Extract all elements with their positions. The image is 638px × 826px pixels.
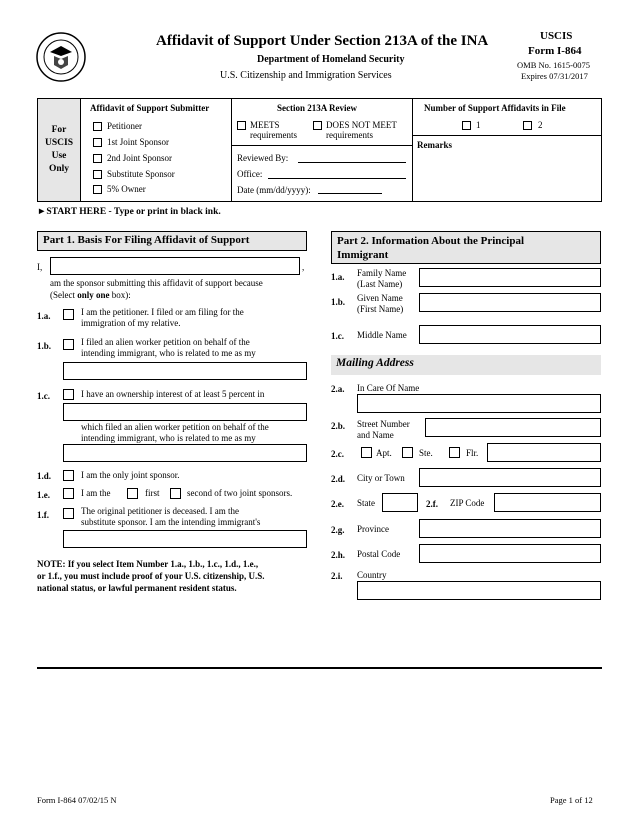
- reviewed-by-label: Reviewed By:: [237, 153, 289, 163]
- five-percent-owner-label: 5% Owner: [107, 184, 146, 194]
- item-1f-relationship-field[interactable]: [63, 530, 307, 548]
- does-not-meet-label: DOES NOT MEET: [326, 120, 397, 130]
- first-joint-label: first: [145, 488, 160, 498]
- family-name-field[interactable]: [419, 268, 601, 287]
- petitioner-label: Petitioner: [107, 121, 142, 131]
- apt-label: Apt.: [376, 448, 392, 458]
- state-label: State: [357, 498, 375, 508]
- apt-number-field[interactable]: [487, 443, 601, 462]
- item-1b-checkbox[interactable]: [63, 339, 74, 350]
- review-title: Section 213A Review: [277, 103, 357, 113]
- i-label: I,: [37, 262, 43, 272]
- given-name-label2: (First Name): [357, 304, 404, 314]
- second-joint-label: second of two joint sponsors.: [187, 488, 293, 498]
- street-number: 2.b.: [331, 421, 346, 431]
- item-1a-text2: immigration of my relative.: [81, 318, 181, 328]
- item-1e-text1: I am the: [81, 488, 111, 498]
- flr-label: Flr.: [466, 448, 479, 458]
- postal-number: 2.h.: [331, 550, 346, 560]
- omb-number: OMB No. 1615-0075: [517, 60, 590, 70]
- two-affidavits-checkbox[interactable]: [523, 121, 532, 130]
- family-name-number: 1.a.: [331, 272, 345, 282]
- zip-field[interactable]: [494, 493, 601, 512]
- for-uscis-use-label: For USCIS Use Only: [45, 125, 73, 174]
- second-joint-sponsor-checkbox[interactable]: [93, 154, 102, 163]
- city-field[interactable]: [419, 468, 601, 487]
- divider: [412, 135, 602, 136]
- number-title: Number of Support Affidavits in File: [424, 103, 566, 113]
- state-number: 2.e.: [331, 499, 344, 509]
- middle-name-field[interactable]: [419, 325, 601, 344]
- item-1e-checkbox[interactable]: [63, 488, 74, 499]
- item-1f-text1: The original petitioner is deceased. I am the: [81, 506, 239, 516]
- province-label: Province: [357, 524, 389, 534]
- item-1b-text1: I filed an alien worker petition on behalf of the: [81, 337, 250, 347]
- form-title: Affidavit of Support Under Section 213A of the INA: [156, 33, 489, 49]
- city-label: City or Town: [357, 473, 405, 483]
- country-label: Country: [357, 570, 387, 580]
- first-joint-sponsor-label: 1st Joint Sponsor: [107, 137, 170, 147]
- meets-checkbox[interactable]: [237, 121, 246, 130]
- care-of-label: In Care Of Name: [357, 383, 420, 393]
- divider: [231, 98, 232, 202]
- given-name-field[interactable]: [419, 293, 601, 312]
- divider: [412, 98, 413, 202]
- care-of-number: 2.a.: [331, 384, 345, 394]
- substitute-sponsor-checkbox[interactable]: [93, 170, 102, 179]
- meets-label: MEETS: [250, 120, 280, 130]
- given-name-number: 1.b.: [331, 297, 346, 307]
- middle-name-number: 1.c.: [331, 331, 344, 341]
- dhs-seal: [36, 32, 86, 82]
- apt-number: 2.c.: [331, 449, 344, 459]
- uscis-label: USCIS: [540, 30, 573, 42]
- five-percent-owner-checkbox[interactable]: [93, 185, 102, 194]
- intro-line1: am the sponsor submitting this affidavit of support because: [50, 278, 263, 288]
- family-name-label1: Family Name: [357, 268, 407, 278]
- ste-checkbox[interactable]: [402, 447, 413, 458]
- first-joint-checkbox[interactable]: [127, 488, 138, 499]
- mailing-address-header: Mailing Address: [331, 355, 601, 375]
- footer-page: Page 1 of 12: [550, 795, 593, 805]
- province-number: 2.g.: [331, 525, 345, 535]
- item-1c-relationship-field[interactable]: [63, 444, 307, 462]
- department-name: Department of Homeland Security: [257, 54, 405, 65]
- ste-label: Ste.: [419, 448, 433, 458]
- form-number: Form I-864: [528, 45, 582, 57]
- meets-sub-label: requirements: [250, 130, 297, 140]
- seal-icon: [36, 32, 86, 82]
- does-not-meet-checkbox[interactable]: [313, 121, 322, 130]
- office-label: Office:: [237, 169, 263, 179]
- part2-header: Part 2. Information About the Principal Immigrant: [331, 231, 601, 264]
- office-line[interactable]: [268, 178, 406, 179]
- item-1f-number: 1.f.: [37, 510, 49, 520]
- country-number: 2.i.: [331, 571, 343, 581]
- item-1c-text3: intending immigrant, who is related to me as my: [81, 433, 256, 443]
- state-field[interactable]: [382, 493, 418, 512]
- flr-checkbox[interactable]: [449, 447, 460, 458]
- city-number: 2.d.: [331, 474, 346, 484]
- street-field[interactable]: [425, 418, 601, 437]
- item-1c-company-field[interactable]: [63, 403, 307, 421]
- postal-field[interactable]: [419, 544, 601, 563]
- submitter-title: Affidavit of Support Submitter: [90, 103, 210, 113]
- item-1c-text2: which filed an alien worker petition on behalf of the: [81, 422, 269, 432]
- postal-label: Postal Code: [357, 549, 401, 559]
- item-1b-number: 1.b.: [37, 341, 52, 351]
- street-label1: Street Number: [357, 419, 410, 429]
- item-1f-checkbox[interactable]: [63, 508, 74, 519]
- care-of-field[interactable]: [357, 394, 601, 413]
- given-name-label1: Given Name: [357, 293, 403, 303]
- note-line1: NOTE: If you select Item Number 1.a., 1.b., 1.c., 1.d., 1.e.,: [37, 559, 259, 569]
- zip-label: ZIP Code: [450, 498, 485, 508]
- petitioner-checkbox[interactable]: [93, 122, 102, 131]
- country-field[interactable]: [357, 581, 601, 600]
- item-1c-checkbox[interactable]: [63, 389, 74, 400]
- one-affidavit-checkbox[interactable]: [462, 121, 471, 130]
- item-1b-text2: intending immigrant, who is related to me as my: [81, 348, 256, 358]
- two-affidavits-label: 2: [538, 120, 543, 130]
- start-here: ►START HERE - Type or print in black ink.: [37, 207, 221, 217]
- second-joint-checkbox[interactable]: [170, 488, 181, 499]
- does-not-meet-sub-label: requirements: [326, 130, 373, 140]
- item-1d-number: 1.d.: [37, 471, 52, 481]
- bottom-rule: [37, 667, 602, 669]
- item-1e-number: 1.e.: [37, 490, 50, 500]
- middle-name-label: Middle Name: [357, 330, 407, 340]
- zip-number: 2.f.: [426, 499, 438, 509]
- item-1c-number: 1.c.: [37, 391, 50, 401]
- item-1a-number: 1.a.: [37, 311, 51, 321]
- note-line3: national status, or lawful permanent resident status.: [37, 583, 237, 593]
- family-name-label2: (Last Name): [357, 279, 403, 289]
- comma: ,: [302, 262, 305, 272]
- divider: [231, 145, 412, 146]
- item-1b-relationship-field[interactable]: [63, 362, 307, 380]
- date-label: Date (mm/dd/yyyy):: [237, 185, 311, 195]
- intro-line2: (Select only one box):: [50, 290, 131, 300]
- footer-form-id: Form I-864 07/02/15 N: [37, 795, 117, 805]
- first-joint-sponsor-checkbox[interactable]: [93, 138, 102, 147]
- item-1c-text1: I have an ownership interest of at least 5 percent in: [81, 389, 265, 399]
- note-line2: or 1.f., you must include proof of your U.S. citizenship, U.S.: [37, 571, 265, 581]
- date-line[interactable]: [318, 193, 382, 194]
- item-1a-checkbox[interactable]: [63, 309, 74, 320]
- province-field[interactable]: [419, 519, 601, 538]
- item-1f-text2: substitute sponsor. I am the intending immigrant's: [81, 517, 261, 527]
- one-affidavit-label: 1: [476, 120, 481, 130]
- item-1d-checkbox[interactable]: [63, 470, 74, 481]
- item-1a-text1: I am the petitioner. I filed or am filing for the: [81, 307, 244, 317]
- substitute-sponsor-label: Substitute Sponsor: [107, 169, 175, 179]
- item-1d-text: I am the only joint sponsor.: [81, 470, 180, 480]
- reviewed-by-line[interactable]: [298, 162, 406, 163]
- expiration-date: Expires 07/31/2017: [521, 71, 588, 81]
- apt-checkbox[interactable]: [361, 447, 372, 458]
- sponsor-name-field[interactable]: [50, 257, 300, 275]
- remarks-label: Remarks: [417, 140, 452, 150]
- second-joint-sponsor-label: 2nd Joint Sponsor: [107, 153, 173, 163]
- part1-header: Part 1. Basis For Filing Affidavit of Support: [37, 231, 307, 251]
- street-label2: and Name: [357, 430, 394, 440]
- agency-name: U.S. Citizenship and Immigration Services: [220, 70, 392, 81]
